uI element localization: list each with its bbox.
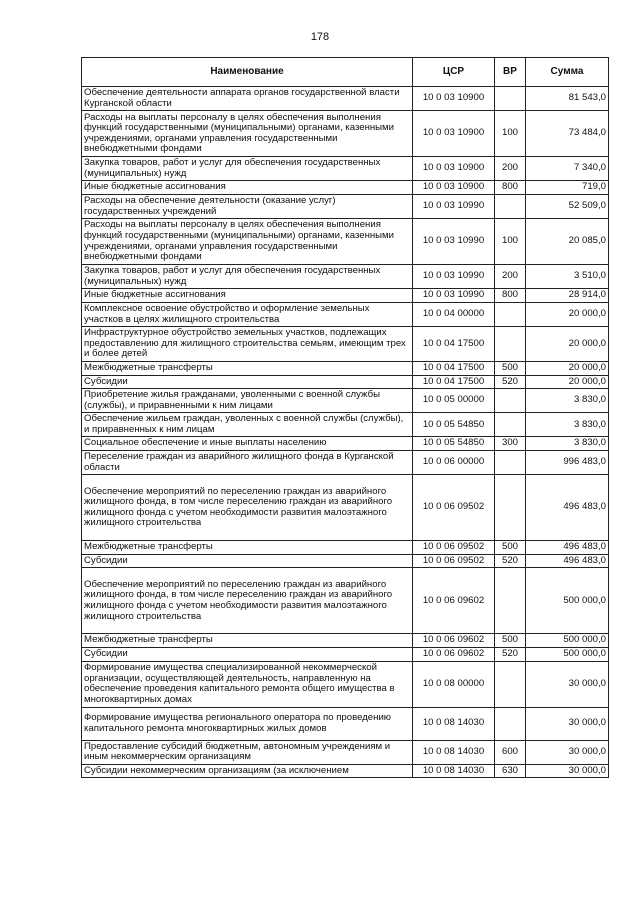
cell-name: Субсидии <box>82 648 413 662</box>
cell-csr: 10 0 08 00000 <box>413 661 495 707</box>
table-row <box>82 181 609 195</box>
cell-vr: 500 <box>495 634 526 648</box>
cell-vr <box>495 327 526 362</box>
cell-name: Расходы на обеспечение деятельности (оказание услуг) государственных учреждений <box>82 194 413 218</box>
cell-name: Расходы на выплаты персоналу в целях обеспечения выполнения функций государственными (муниципальными) органами, казенными учреждениями, органами управления государственными внебюджетными фондами <box>82 111 413 157</box>
cell-csr: 10 0 08 14030 <box>413 764 495 778</box>
cell-sum: 500 000,0 <box>526 568 609 634</box>
cell-sum: 30 000,0 <box>526 764 609 778</box>
cell-name: Межбюджетные трансферты <box>82 361 413 375</box>
cell-vr <box>495 389 526 413</box>
table-row <box>82 661 609 707</box>
cell-sum: 3 830,0 <box>526 413 609 437</box>
budget-table <box>81 57 609 778</box>
cell-vr <box>495 707 526 740</box>
table-row <box>82 157 609 181</box>
table-row <box>82 194 609 218</box>
cell-csr: 10 0 03 10990 <box>413 194 495 218</box>
table-row <box>82 764 609 778</box>
cell-name: Межбюджетные трансферты <box>82 634 413 648</box>
cell-vr: 100 <box>495 219 526 265</box>
cell-vr <box>495 413 526 437</box>
table-row <box>82 451 609 475</box>
cell-name: Закупка товаров, работ и услуг для обеспечения государственных (муниципальных) нужд <box>82 265 413 289</box>
cell-csr: 10 0 08 14030 <box>413 740 495 764</box>
cell-vr: 500 <box>495 541 526 555</box>
cell-name: Формирование имущества специализированной некоммерческой организации, осуществляющей деятельность, направленную на обеспечение проведения капитального ремонта общего имущества в многоквартирных домах <box>82 661 413 707</box>
cell-vr <box>495 451 526 475</box>
cell-sum: 719,0 <box>526 181 609 195</box>
table-row <box>82 413 609 437</box>
cell-vr <box>495 87 526 111</box>
cell-vr: 200 <box>495 157 526 181</box>
cell-name: Межбюджетные трансферты <box>82 541 413 555</box>
cell-sum: 73 484,0 <box>526 111 609 157</box>
cell-sum: 3 830,0 <box>526 389 609 413</box>
cell-name: Субсидии <box>82 554 413 568</box>
cell-csr: 10 0 04 17500 <box>413 361 495 375</box>
table-row <box>82 541 609 555</box>
cell-vr: 520 <box>495 375 526 389</box>
cell-vr <box>495 302 526 326</box>
cell-sum: 30 000,0 <box>526 661 609 707</box>
table-row <box>82 302 609 326</box>
table-header-row <box>82 58 609 87</box>
cell-csr: 10 0 03 10900 <box>413 181 495 195</box>
cell-sum: 20 000,0 <box>526 361 609 375</box>
cell-vr: 300 <box>495 437 526 451</box>
cell-vr <box>495 568 526 634</box>
cell-csr: 10 0 05 54850 <box>413 413 495 437</box>
table-row <box>82 707 609 740</box>
cell-name: Иные бюджетные ассигнования <box>82 289 413 303</box>
cell-csr: 10 0 06 09602 <box>413 568 495 634</box>
cell-sum: 496 483,0 <box>526 554 609 568</box>
table-row <box>82 740 609 764</box>
cell-name: Расходы на выплаты персоналу в целях обеспечения выполнения функций государственными (муниципальными) органами, казенными учреждениями, органами управления государственными внебюджетными фондами <box>82 219 413 265</box>
table-row <box>82 375 609 389</box>
cell-sum: 20 000,0 <box>526 302 609 326</box>
table-row <box>82 634 609 648</box>
cell-name: Субсидии <box>82 375 413 389</box>
cell-name: Обеспечение жильем граждан, уволенных с военной службы (службы), и приравненных к ним лицам <box>82 413 413 437</box>
cell-csr: 10 0 06 09502 <box>413 475 495 541</box>
cell-name: Переселение граждан из аварийного жилищного фонда в Курганской области <box>82 451 413 475</box>
cell-vr <box>495 194 526 218</box>
cell-vr: 800 <box>495 289 526 303</box>
cell-vr: 600 <box>495 740 526 764</box>
cell-sum: 3 830,0 <box>526 437 609 451</box>
cell-vr: 500 <box>495 361 526 375</box>
cell-name: Обеспечение деятельности аппарата органов государственной власти Курганской области <box>82 87 413 111</box>
cell-csr: 10 0 05 54850 <box>413 437 495 451</box>
cell-sum: 3 510,0 <box>526 265 609 289</box>
cell-name: Приобретение жилья гражданами, уволенными с военной службы (службы), и приравненными к ним лицами <box>82 389 413 413</box>
cell-sum: 20 000,0 <box>526 375 609 389</box>
cell-sum: 496 483,0 <box>526 541 609 555</box>
cell-vr: 520 <box>495 554 526 568</box>
cell-vr: 520 <box>495 648 526 662</box>
cell-csr: 10 0 06 09602 <box>413 648 495 662</box>
cell-csr: 10 0 04 17500 <box>413 375 495 389</box>
cell-name: Обеспечение мероприятий по переселению граждан из аварийного жилищного фонда, в том числе переселению граждан из аварийного жилищного фонда с учетом необходимости развития малоэтажного жилищного строительства <box>82 568 413 634</box>
cell-csr: 10 0 06 09502 <box>413 541 495 555</box>
cell-csr: 10 0 04 17500 <box>413 327 495 362</box>
cell-sum: 52 509,0 <box>526 194 609 218</box>
table-row <box>82 265 609 289</box>
cell-sum: 28 914,0 <box>526 289 609 303</box>
cell-csr: 10 0 03 10900 <box>413 87 495 111</box>
cell-name: Субсидии некоммерческим организациям (за исключением <box>82 764 413 778</box>
table-row <box>82 389 609 413</box>
cell-csr: 10 0 03 10900 <box>413 111 495 157</box>
cell-sum: 7 340,0 <box>526 157 609 181</box>
table-row <box>82 87 609 111</box>
table-row <box>82 554 609 568</box>
cell-vr: 100 <box>495 111 526 157</box>
table-row <box>82 111 609 157</box>
cell-csr: 10 0 08 14030 <box>413 707 495 740</box>
cell-name: Формирование имущества регионального оператора по проведению капитального ремонта многоквартирных жилых домов <box>82 707 413 740</box>
header-csr: ЦСР <box>413 58 495 87</box>
cell-name: Инфраструктурное обустройство земельных участков, подлежащих предоставлению для жилищного строительства семьям, имеющим трех и более детей <box>82 327 413 362</box>
cell-sum: 996 483,0 <box>526 451 609 475</box>
cell-sum: 30 000,0 <box>526 707 609 740</box>
cell-csr: 10 0 06 00000 <box>413 451 495 475</box>
cell-vr: 200 <box>495 265 526 289</box>
header-sum: Сумма <box>526 58 609 87</box>
cell-vr: 800 <box>495 181 526 195</box>
cell-name: Социальное обеспечение и иные выплаты населению <box>82 437 413 451</box>
cell-csr: 10 0 03 10990 <box>413 265 495 289</box>
cell-sum: 496 483,0 <box>526 475 609 541</box>
cell-sum: 20 000,0 <box>526 327 609 362</box>
cell-vr: 630 <box>495 764 526 778</box>
cell-sum: 500 000,0 <box>526 648 609 662</box>
table-row <box>82 219 609 265</box>
table-row <box>82 648 609 662</box>
table-row <box>82 568 609 634</box>
cell-sum: 20 085,0 <box>526 219 609 265</box>
cell-csr: 10 0 06 09602 <box>413 634 495 648</box>
cell-name: Иные бюджетные ассигнования <box>82 181 413 195</box>
cell-name: Предоставление субсидий бюджетным, автономным учреждениям и иным некоммерческим организациям <box>82 740 413 764</box>
table-row <box>82 327 609 362</box>
cell-vr <box>495 475 526 541</box>
table-row <box>82 437 609 451</box>
cell-name: Закупка товаров, работ и услуг для обеспечения государственных (муниципальных) нужд <box>82 157 413 181</box>
cell-csr: 10 0 03 10990 <box>413 289 495 303</box>
table-row <box>82 475 609 541</box>
table-row <box>82 361 609 375</box>
cell-csr: 10 0 05 00000 <box>413 389 495 413</box>
header-name: Наименование <box>82 58 413 87</box>
cell-csr: 10 0 06 09502 <box>413 554 495 568</box>
cell-csr: 10 0 03 10990 <box>413 219 495 265</box>
cell-sum: 30 000,0 <box>526 740 609 764</box>
cell-vr <box>495 661 526 707</box>
cell-name: Обеспечение мероприятий по переселению граждан из аварийного жилищного фонда, в том числе переселению граждан из аварийного жилищного фонда с учетом необходимости развития малоэтажного жилищного строительства <box>82 475 413 541</box>
cell-csr: 10 0 03 10900 <box>413 157 495 181</box>
cell-sum: 500 000,0 <box>526 634 609 648</box>
table-body <box>82 87 609 778</box>
cell-sum: 81 543,0 <box>526 87 609 111</box>
table-row <box>82 289 609 303</box>
cell-name: Комплексное освоение обустройство и оформление земельных участков в целях жилищного строительства <box>82 302 413 326</box>
cell-csr: 10 0 04 00000 <box>413 302 495 326</box>
page-number: 178 <box>310 31 330 43</box>
header-vr: ВР <box>495 58 526 87</box>
